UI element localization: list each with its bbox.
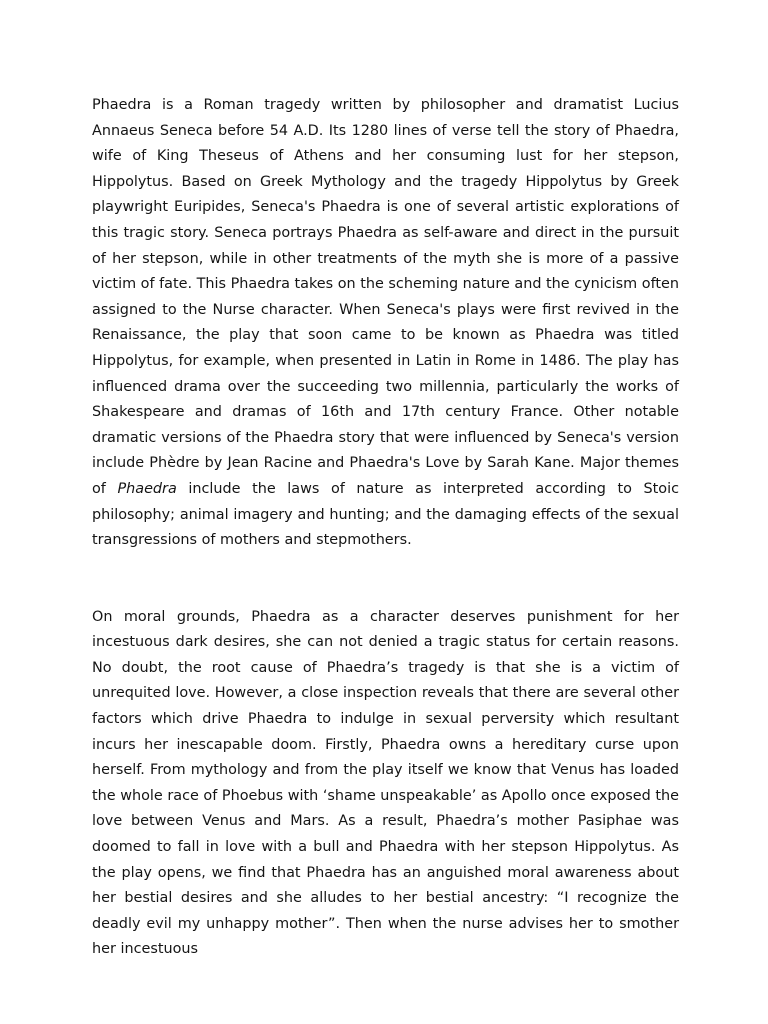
document-page xyxy=(92,93,679,963)
paragraph-intro-text-2: include the laws of nature as interpreted according to Stoic philosophy; animal imagery and hunting; and the damaging effects of the sexual transgressions of mothers and stepmothers. xyxy=(92,480,679,549)
paragraph-intro xyxy=(92,93,679,554)
paragraph-moral-grounds: On moral grounds, Phaedra as a character deserves punishment for her incestuous dark desires, she can not denied a tragic status for certain reasons. No doubt, the root cause of Phaedra’s tragedy is that she is a victim of unrequited love. However, a close inspection reveals that there are several other factors which drive Phaedra to indulge in sexual perversity which resultant incurs her inescapable doom. Firstly, Phaedra owns a hereditary curse upon herself. From mythology and from the play itself we know that Venus has loaded the whole race of Phoebus with ‘shame unspeakable’ as Apollo once exposed the love between Venus and Mars. As a result, Phaedra’s mother Pasiphae was doomed to fall in love with a bull and Phaedra with her stepson Hippolytus. As the play opens, we find that Phaedra has an anguished moral awareness about her bestial desires and she alludes to her bestial ancestry: “I recognize the deadly evil my unhappy mother”. Then when the nurse advises her to smother her incestuous xyxy=(92,608,679,958)
paragraph-intro-text-1: Phaedra is a Roman tragedy written by philosopher and dramatist Lucius Annaeus Seneca before 54 A.D. Its 1280 lines of verse tell the story of Phaedra, wife of King Theseus of Athens and her consuming lust for her stepson, Hippolytus. Based on Greek Mythology and the tragedy Hippolytus by Greek playwright Euripides, Seneca's Phaedra is one of several artistic explorations of this tragic story. Seneca portrays Phaedra as self-aware and direct in the pursuit of her stepson, while in other treatments of the myth she is more of a passive victim of fate. This Phaedra takes on the scheming nature and the cynicism often assigned to the Nurse character. When Seneca's plays were first revived in the Renaissance, the play that soon came to be known as Phaedra was titled Hippolytus, for example, when presented in Latin in Rome in 1486. The play has influenced drama over the succeeding two millennia, particularly the works of Shakespeare and dramas of 16th and 17th century France. Other notable dramatic versions of the Phaedra story that were influenced by Seneca's version include Phèdre by Jean Racine and Phaedra's Love by Sarah Kane. Major themes of xyxy=(92,97,680,497)
play-title-italic: Phaedra xyxy=(117,480,177,497)
